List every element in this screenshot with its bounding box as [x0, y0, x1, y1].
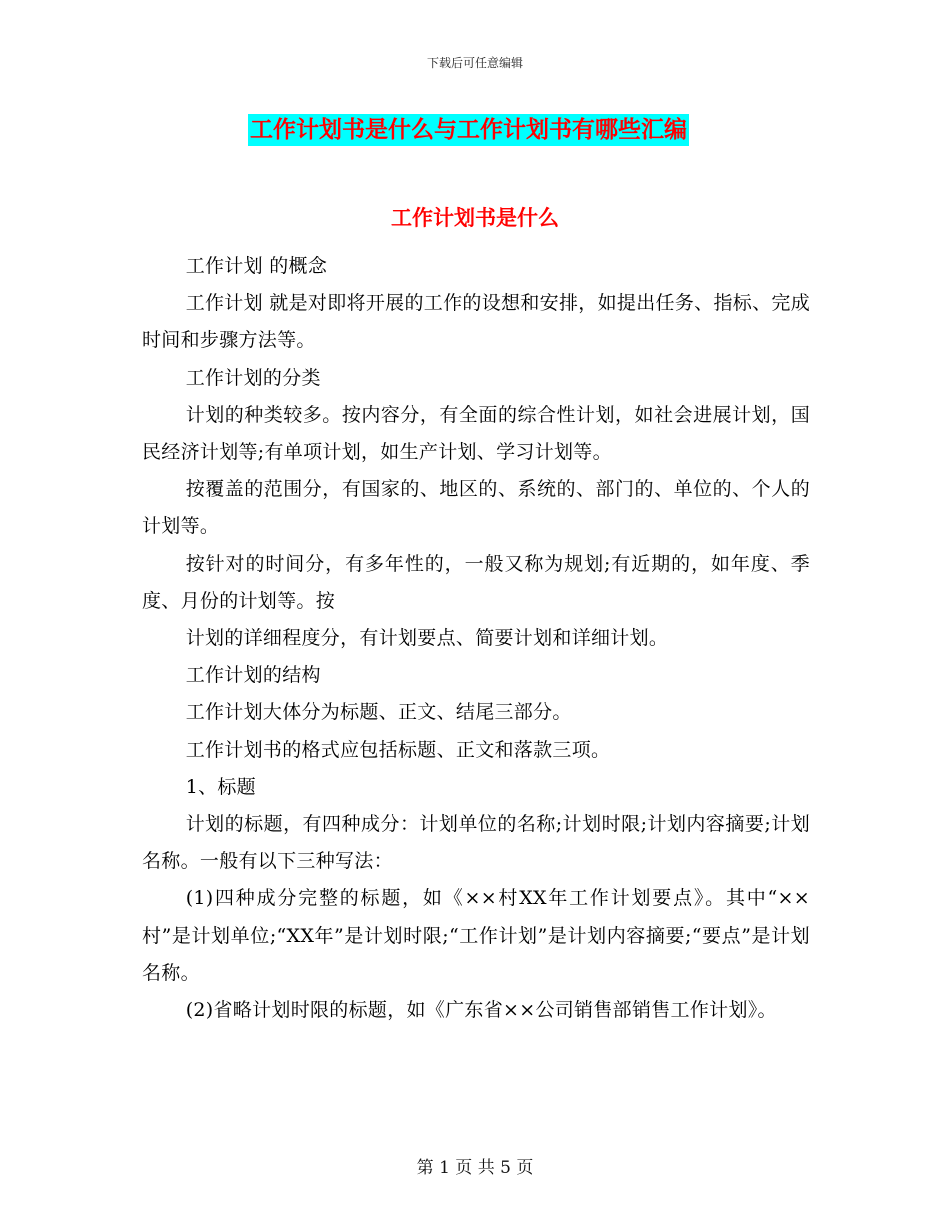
body-paragraph: 工作计划的分类 — [185, 366, 321, 389]
body-paragraph: (1)四种成分完整的标题，如《××村XX年工作计划要点》。其中“××村”是计划单位;“XX年”是计划时限;“工作计划”是计划内容摘要;“要点”是计划名称。 — [142, 887, 810, 984]
document-title: 工作计划书是什么与工作计划书有哪些汇编 — [248, 114, 689, 146]
body-paragraph: 1、标题 — [185, 775, 256, 798]
body-paragraph: 工作计划的结构 — [185, 664, 321, 687]
section-title: 工作计划书是什么 — [391, 205, 559, 230]
body-paragraph: 按针对的时间分，有多年性的，一般又称为规划;有近期的，如年度、季度、月份的计划等。按 — [142, 552, 810, 612]
body-paragraph: 计划的详细程度分，有计划要点、简要计划和详细计划。 — [185, 627, 669, 650]
document-body — [142, 248, 810, 1029]
body-paragraph: (2)省略计划时限的标题，如《广东省××公司销售部销售工作计划》。 — [185, 999, 777, 1022]
body-paragraph: 按覆盖的范围分，有国家的、地区的、系统的、部门的、单位的、个人的计划等。 — [142, 478, 810, 538]
body-paragraph: 工作计划书的格式应包括标题、正文和落款三项。 — [185, 738, 611, 761]
body-paragraph: 工作计划 的概念 — [185, 255, 328, 277]
download-note: 下载后可任意编辑 — [426, 56, 523, 70]
body-paragraph: 计划的种类较多。按内容分，有全面的综合性计划，如社会进展计划，国民经济计划等;有单项计划，如生产计划、学习计划等。 — [142, 403, 810, 464]
body-paragraph: 工作计划大体分为标题、正文、结尾三部分。 — [185, 701, 572, 724]
body-paragraph: 工作计划 就是对即将开展的工作的设想和安排，如提出任务、指标、完成时间和步骤方法等。 — [142, 292, 810, 352]
body-paragraph: 计划的标题，有四种成分：计划单位的名称;计划时限;计划内容摘要;计划名称。一般有以下三种写法： — [142, 813, 810, 873]
page-number-footer: 第 1 页 共 5 页 — [416, 1158, 534, 1178]
